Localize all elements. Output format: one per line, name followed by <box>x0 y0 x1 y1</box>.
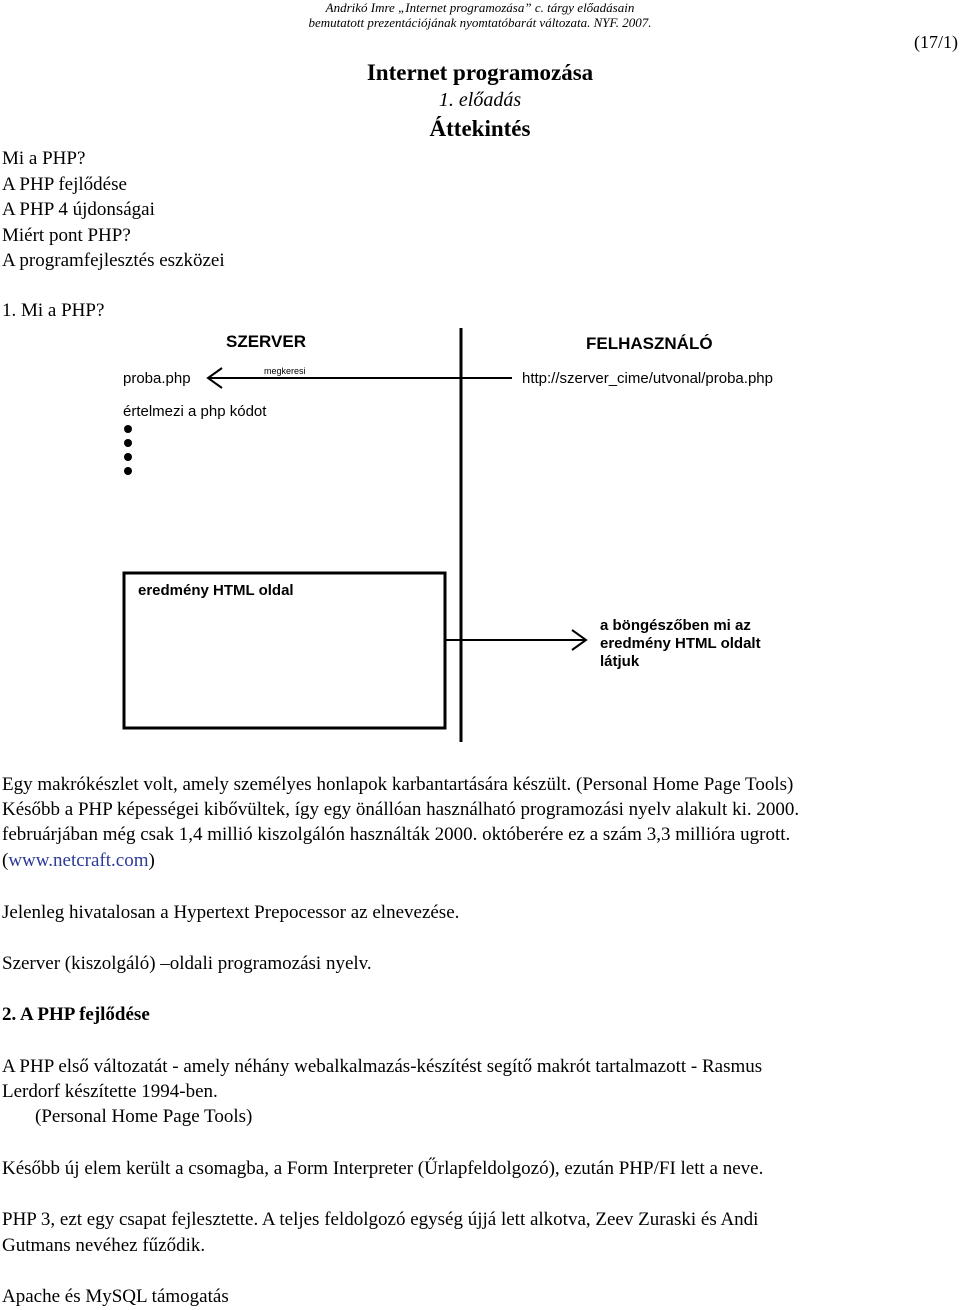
overview-title: Áttekintés <box>429 116 531 141</box>
user-label: FELHASZNÁLÓ <box>586 334 713 353</box>
toc-item: A PHP 4 újdonságai <box>2 199 155 220</box>
dot <box>124 453 132 461</box>
paragraph-1-line <box>2 848 155 874</box>
paragraph-2: Jelenleg hivatalosan a Hypertext Prepocessor az elnevezése. <box>2 902 460 923</box>
section-2-text: Lerdorf készítette 1994-ben. <box>2 1081 218 1102</box>
file-label: proba.php <box>123 370 191 387</box>
page-number: (17/1) <box>914 32 958 52</box>
section-2-text: A PHP első változatát - amely néhány webalkalmazás-készítést segítő makrót tartalmazott - Rasmus <box>2 1056 763 1077</box>
dot <box>124 439 132 447</box>
paragraph-3: Szerver (kiszolgáló) –oldali programozási nyelv. <box>2 953 372 974</box>
lecture-subtitle: 1. előadás <box>438 89 522 111</box>
section-2-text: PHP 3, ezt egy csapat fejlesztette. A teljes feldolgozó egység újjá lett alkotva, Zeev Zuraski és Andi <box>2 1209 759 1230</box>
result-box-label: eredmény HTML oldal <box>138 582 294 599</box>
server-label: SZERVER <box>226 332 306 351</box>
toc-item: A programfejlesztés eszközei <box>2 250 225 271</box>
progress-dots <box>124 425 132 475</box>
interpret-label: értelmezi a php kódot <box>123 403 267 420</box>
toc-item: A PHP fejlődése <box>2 173 127 195</box>
request-label: megkeresi <box>264 366 306 376</box>
section-2-text: Gutmans nevéhez fűződik. <box>2 1235 206 1256</box>
section-2-text: Később új elem került a csomagba, a Form Interpreter (Űrlapfeldolgozó), ezután PHP/FI lett a neve. <box>2 1158 764 1179</box>
netcraft-link[interactable]: www.netcraft.com <box>8 850 149 871</box>
paragraph-1-line: Egy makrókészlet volt, amely személyes honlapok karbantartására készült. (Personal Home Page Tools) <box>2 774 794 795</box>
section-2-text: Apache és MySQL támogatás <box>2 1286 229 1307</box>
header-line-1: Andrikó Imre „Internet programozása” c. tárgy előadásain <box>325 0 635 15</box>
paren-open: ( <box>2 850 9 871</box>
browser-label-line: a böngészőben mi az <box>600 617 751 634</box>
section-1-heading: 1. Mi a PHP? <box>2 300 105 321</box>
browser-label-line: eredmény HTML oldalt <box>600 635 761 652</box>
dot <box>124 467 132 475</box>
toc-item: Miért pont PHP? <box>2 224 131 246</box>
browser-label-line: látjuk <box>600 653 640 670</box>
section-2-text: (Personal Home Page Tools) <box>35 1106 253 1127</box>
header-line-2: bemutatott prezentációjának nyomtatóbarát változata. NYF. 2007. <box>308 15 652 30</box>
paren-close: ) <box>148 850 155 871</box>
page-title: Internet programozása <box>366 60 594 85</box>
dot <box>124 425 132 433</box>
php-request-diagram <box>0 320 960 750</box>
paragraph-1-line: Később a PHP képességei kibővültek, így egy önállóan használható programozási nyelv alakult ki. 2000. <box>2 799 800 820</box>
toc-list <box>2 146 225 274</box>
section-2-heading: 2. A PHP fejlődése <box>2 1004 150 1025</box>
paragraph-1-line: februárjában még csak 1,4 millió kiszolgálón használták 2000. októberére ez a szám 3,3 millióra ugrott. <box>2 824 791 845</box>
url-label: http://szerver_cime/utvonal/proba.php <box>522 370 773 387</box>
toc-item: Mi a PHP? <box>2 148 86 169</box>
